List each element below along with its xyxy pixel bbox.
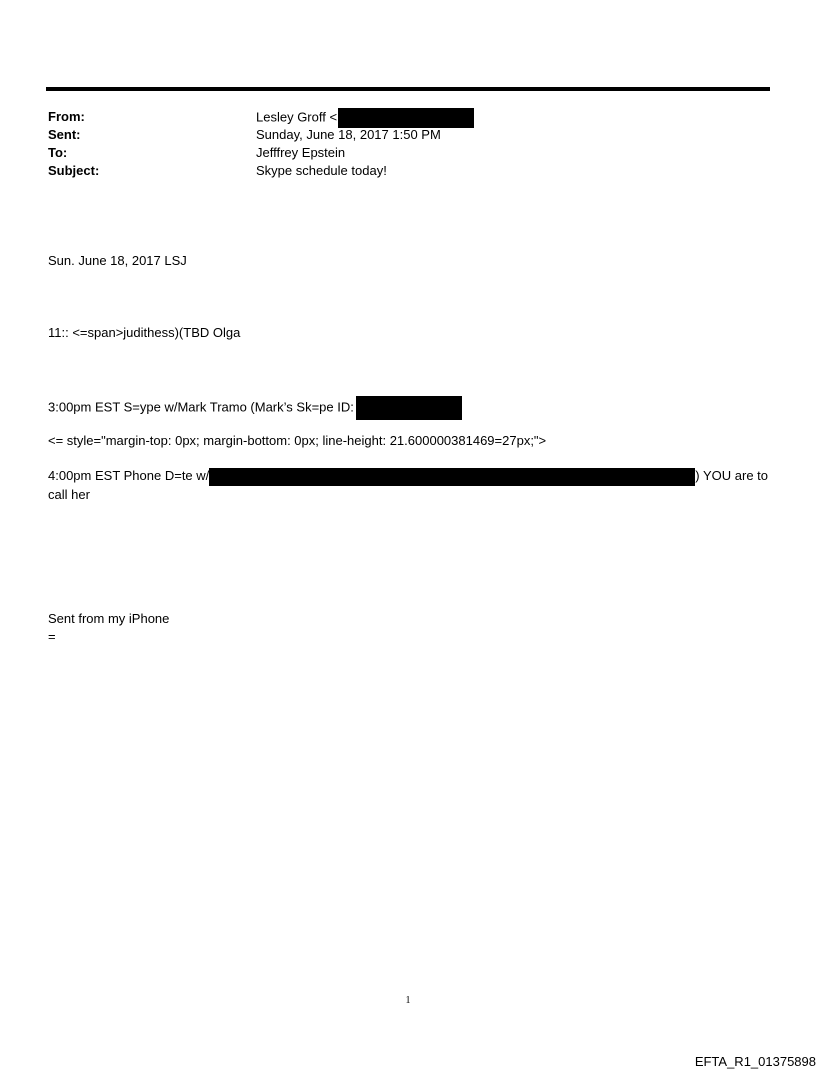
document-id bbox=[0, 1054, 816, 1069]
phone-text-end: ) YOU are to bbox=[695, 468, 769, 483]
subject-value: Skype schedule today! bbox=[256, 163, 387, 178]
trailer-char: = bbox=[48, 629, 56, 644]
signature: Sent from my iPhone bbox=[48, 611, 170, 626]
body-date-line: Sun. June 18, 2017 LSJ bbox=[48, 253, 187, 268]
to-value: Jefffrey Epstein bbox=[256, 145, 346, 160]
redaction-block bbox=[356, 396, 462, 420]
phone-text-start: 4:00pm EST Phone D=te w/ bbox=[48, 468, 210, 483]
sent-label: Sent: bbox=[48, 127, 81, 142]
redaction-block bbox=[338, 108, 474, 128]
sent-value: Sunday, June 18, 2017 1:50 PM bbox=[256, 127, 441, 142]
body-line-markup: <= style="margin-top: 0px; margin-bottom: 0px; line-height: 21.600000381469=27px;"> bbox=[48, 433, 547, 448]
document-id-text: EFTA_R1_01375898 bbox=[694, 1054, 816, 1069]
to-label: To: bbox=[48, 145, 68, 160]
from-name: Lesley Groff < bbox=[256, 109, 338, 125]
phone-text-cont: call her bbox=[48, 486, 90, 502]
skype-text: 3:00pm EST S=ype w/Mark Tramo (Mark’s Sk=pe ID: bbox=[48, 399, 354, 415]
from-value bbox=[256, 108, 474, 128]
from-label: From: bbox=[48, 109, 85, 124]
redaction-block bbox=[209, 468, 695, 486]
subject-label: Subject: bbox=[48, 163, 100, 178]
page-number: 1 bbox=[405, 995, 411, 1006]
body-line-olga: 11:: <=span>judithess)(TBD Olga bbox=[48, 325, 241, 340]
body-line-skype bbox=[48, 396, 462, 420]
body-line-phone bbox=[48, 467, 768, 504]
header-divider bbox=[46, 87, 770, 91]
